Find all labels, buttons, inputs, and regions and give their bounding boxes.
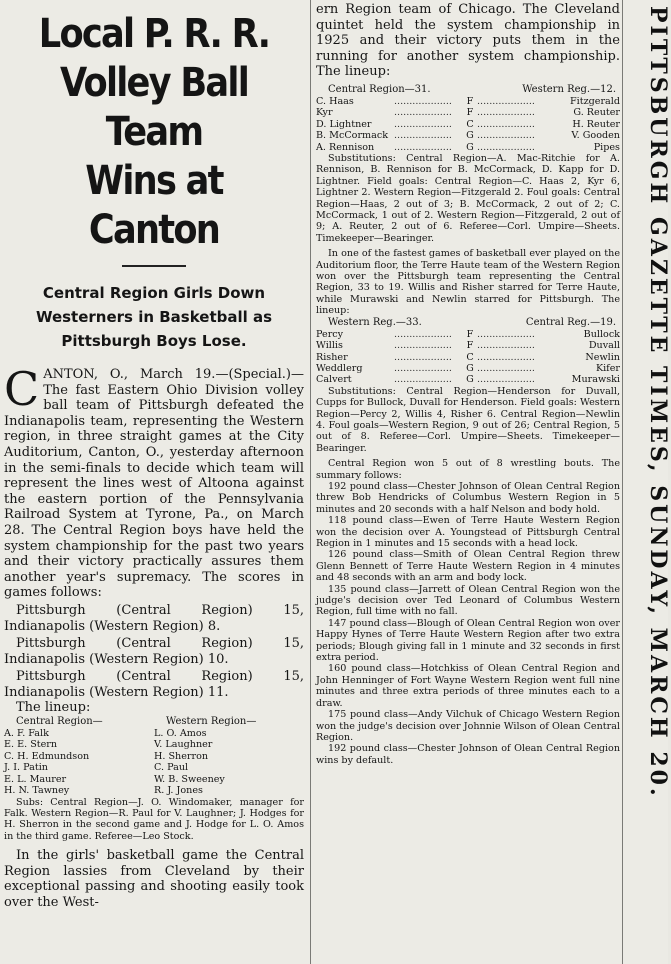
player-right: Bullock <box>583 328 620 340</box>
position: C <box>466 118 474 130</box>
player-right: Newlin <box>585 351 620 363</box>
table-row <box>4 739 304 750</box>
volley-right-header: Western Region— <box>166 716 257 728</box>
girls-central-header: Central Region—31. <box>328 83 431 95</box>
deck-subheadline: Central Region Girls Down Westerners in Basketball as Pittsburgh Boys Lose. <box>35 284 273 350</box>
table-row <box>4 728 304 739</box>
wrestling-bout: 192 pound class—Chester Johnson of Olean Central Region wins by default. <box>316 743 620 766</box>
column-rule <box>310 0 311 964</box>
position: F <box>466 340 474 352</box>
table-row: Calvert ................... G ................... Murawski <box>316 374 620 386</box>
position: G <box>466 141 474 153</box>
wrestling-intro: Central Region won 5 out of 8 wrestling bouts. The summary follows: <box>316 458 620 481</box>
player-left: A. Rennison <box>316 141 375 153</box>
volley-lineup <box>4 728 304 796</box>
table-row: Willis ................... F ................... Duvall <box>316 340 620 352</box>
position: F <box>466 328 474 340</box>
player-left: D. Lightner <box>316 118 372 130</box>
girls-lineup-table <box>316 96 620 153</box>
player-left: Percy <box>316 328 344 340</box>
table-row: B. McCormack ................... G ................... V. Gooden <box>316 130 620 142</box>
masthead-text: PITTSBURGH GAZETTE TIMES, SUNDAY, MARCH 20. <box>645 6 671 799</box>
position: F <box>466 95 474 107</box>
volley-left-header: Central Region— <box>16 716 103 728</box>
position: G <box>466 374 474 386</box>
player-left: B. McCormack <box>316 130 389 142</box>
boys-game-intro: In one of the fastest games of basketball ever played on the Auditorium floor, the Terre Haute team of the Western Region won over the Pittsburgh team representing the Central Region, 33 to 19. Willis and Risher starred for Terre Haute, while Murawski and Newlin starred for Pittsburgh. The lineup: <box>316 248 620 317</box>
volley-lineup-header <box>4 716 304 728</box>
player-right: Fitzgerald <box>570 95 620 107</box>
player-central: E. E. Stern <box>4 739 58 751</box>
score-game-3: Pittsburgh (Central Region) 15, Indianapolis (Western Region) 11. <box>4 669 304 700</box>
lede-text: ANTON, O., March 19.—(Special.)—The fast Eastern Ohio Division volley ball team of Pittsburgh defeated the Indianapolis team, representing the Western region, in three straight games at the City Auditorium, Canton, O., yesterday afternoon in the semi-finals to decide which team will represent the lines west of Altoona against the eastern portion of the Pennsylvania Railroad System at Tyrone, Pa., on March 28. The Central Region boys have held the system championship for the past two years and their victory practically assures them another year's supremacy. The scores in games follows: <box>4 367 304 601</box>
player-western: L. O. Amos <box>154 728 207 740</box>
table-row: Percy ................... F ................... Bullock <box>316 328 620 340</box>
score-game-2: Pittsburgh (Central Region) 15, Indianapolis (Western Region) 10. <box>4 636 304 667</box>
position: G <box>466 362 474 374</box>
table-row <box>4 774 304 785</box>
boys-table-header <box>316 317 620 329</box>
player-right: H. Reuter <box>572 118 620 130</box>
table-row: D. Lightner ................... C ................... H. Reuter <box>316 118 620 130</box>
headline <box>22 10 286 255</box>
girls-table-header <box>316 84 620 96</box>
wrestling-bout: 147 pound class—Blough of Olean Central Region won over Happy Hynes of Terre Haute Western Region after two extra periods; Blough giving fall in 1 minute and 32 seconds in first extra period. <box>316 617 620 664</box>
player-left: Kyr <box>316 107 333 119</box>
player-right: V. Gooden <box>571 130 620 142</box>
drop-cap: C <box>4 362 40 416</box>
boys-central-header: Central Reg.—19. <box>525 316 616 328</box>
position: C <box>466 351 474 363</box>
player-central: H. N. Tawney <box>4 785 70 797</box>
boys-lineup-table <box>316 329 620 386</box>
volley-substitutions: Subs: Central Region—J. O. Windomaker, manager for Falk. Western Region—R. Paul for V. Laughner; J. Hodges for H. Sherron in the second game and J. Hodge for L. O. Amos in the third game. Referee—Leo Stock. <box>4 796 304 842</box>
headline-line-3: Wins at Canton <box>85 158 223 253</box>
girls-game-continued: ern Region team of Chicago. The Cleveland quintet held the system championship in 1925 and their victory puts them in the running for another system championship. The lineup: <box>316 2 620 80</box>
player-western: H. Sherron <box>154 750 209 762</box>
player-western: C. Paul <box>154 762 189 774</box>
table-row <box>4 785 304 796</box>
headline-line-1: Local P. R. R. <box>38 11 270 57</box>
boys-western-header: Western Reg.—33. <box>328 316 422 328</box>
lede-paragraph <box>4 362 304 601</box>
girls-substitutions: Substitutions: Central Region—A. Mac-Ritchie for A. Rennison, B. Rennison for B. McCormack, D. Kapp for D. Lightner. Field goals: Central Region—C. Haas 2, Kyr 6, Lightner 2. Western Region—Fitzgerald 2. Foul goals: Central Region—Haas, 2 out of 3; B. McCormack, 2 out of 2; C. McCormack, 1 out of 2. Western Region—Fitzgerald, 2 out of 9; A. Reuter, 2 out of 6. Referee—Corl. Umpire—Sheets. Timekeeper—Bearinger. <box>316 153 620 244</box>
wrestling-bout: 160 pound class—Hotchkiss of Olean Central Region and John Henninger of Fort Wayne Western Region went full nine minutes and three extra periods of three minutes each to a draw. <box>316 663 620 709</box>
player-western: V. Laughner <box>154 739 213 751</box>
wrestling-bout: 192 pound class—Chester Johnson of Olean Central Region threw Bob Hendricks of Columbus Western Region in 5 minutes and 20 seconds with a half Nelson and body hold. <box>316 480 620 515</box>
girls-western-header: Western Reg.—12. <box>522 83 616 95</box>
position: F <box>466 107 474 119</box>
wrestling-bout: 135 pound class—Jarrett of Olean Central Region won the judge's decision over Ted Leonard of Columbus Western Region, full time with no fall. <box>316 583 620 618</box>
wrestling-summary <box>316 458 620 766</box>
table-row: C. Haas ................... F ................... Fitzgerald <box>316 95 620 107</box>
player-right: Duvall <box>588 340 620 352</box>
wrestling-bout: 118 pound class—Ewen of Terre Haute Western Region won the decision over A. Youngstead of Pittsburgh Central Region in 1 minutes and 15 seconds with a head lock. <box>316 515 620 549</box>
player-right: Kifer <box>595 362 620 374</box>
player-left: Risher <box>316 351 348 363</box>
player-central: E. L. Maurer <box>4 773 67 785</box>
player-western: R. J. Jones <box>154 785 203 797</box>
article-column-left <box>4 0 304 964</box>
table-row: Weddlerg ................... G ................... Kifer <box>316 362 620 374</box>
player-western: W. B. Sweeney <box>154 773 225 785</box>
player-central: C. H. Edmundson <box>4 750 90 762</box>
table-row: Risher ................... C ................... Newlin <box>316 351 620 363</box>
player-central: A. F. Falk <box>4 728 49 740</box>
score-game-1: Pittsburgh (Central Region) 15, Indianapolis (Western Region) 8. <box>4 602 304 634</box>
player-left: Calvert <box>316 374 352 386</box>
player-left: C. Haas <box>316 95 354 107</box>
table-row: A. Rennison ................... G ................... Pipes <box>316 141 620 153</box>
article-column-right <box>316 0 620 964</box>
player-right: G. Reuter <box>573 107 620 119</box>
table-row <box>4 762 304 773</box>
player-right: Murawski <box>571 374 620 386</box>
table-row: Kyr ................... F ................... G. Reuter <box>316 107 620 119</box>
position: G <box>466 130 474 142</box>
player-left: Weddlerg <box>316 362 363 374</box>
boys-substitutions: Substitutions: Central Region—Henderson for Duvall, Cupps for Bullock, Duvall for Henderson. Field goals: Western Region—Percy 2, Willis 4, Risher 6. Central Region—Newlin 4. Foul goals—Western Region, 9 out of 26; Central Region, 5 out of 8. Referee—Corl. Umpire—Sheets. Timekeeper—Bearinger. <box>316 385 620 454</box>
player-left: Willis <box>316 340 343 352</box>
wrestling-bout: 126 pound class—Smith of Olean Central Region threw Glenn Bennett of Terre Haute Western Region in 4 minutes and 48 seconds with an arm and body lock. <box>316 549 620 584</box>
headline-divider <box>122 265 186 267</box>
player-central: J. I. Patin <box>4 762 48 774</box>
masthead-strip <box>622 0 671 964</box>
wrestling-bout: 175 pound class—Andy Vilchuk of Chicago Western Region won the judge's decision over Johnnie Wilson of Olean Central Region. <box>316 709 620 743</box>
table-row <box>4 751 304 762</box>
player-right: Pipes <box>593 141 620 153</box>
headline-line-2: Volley Ball Team <box>59 60 249 155</box>
lineup-label: The lineup: <box>16 700 91 716</box>
girls-game-intro: In the girls' basketball game the Central Region lassies from Cleveland by their exceptional passing and shooting easily took over the West- <box>4 848 304 910</box>
